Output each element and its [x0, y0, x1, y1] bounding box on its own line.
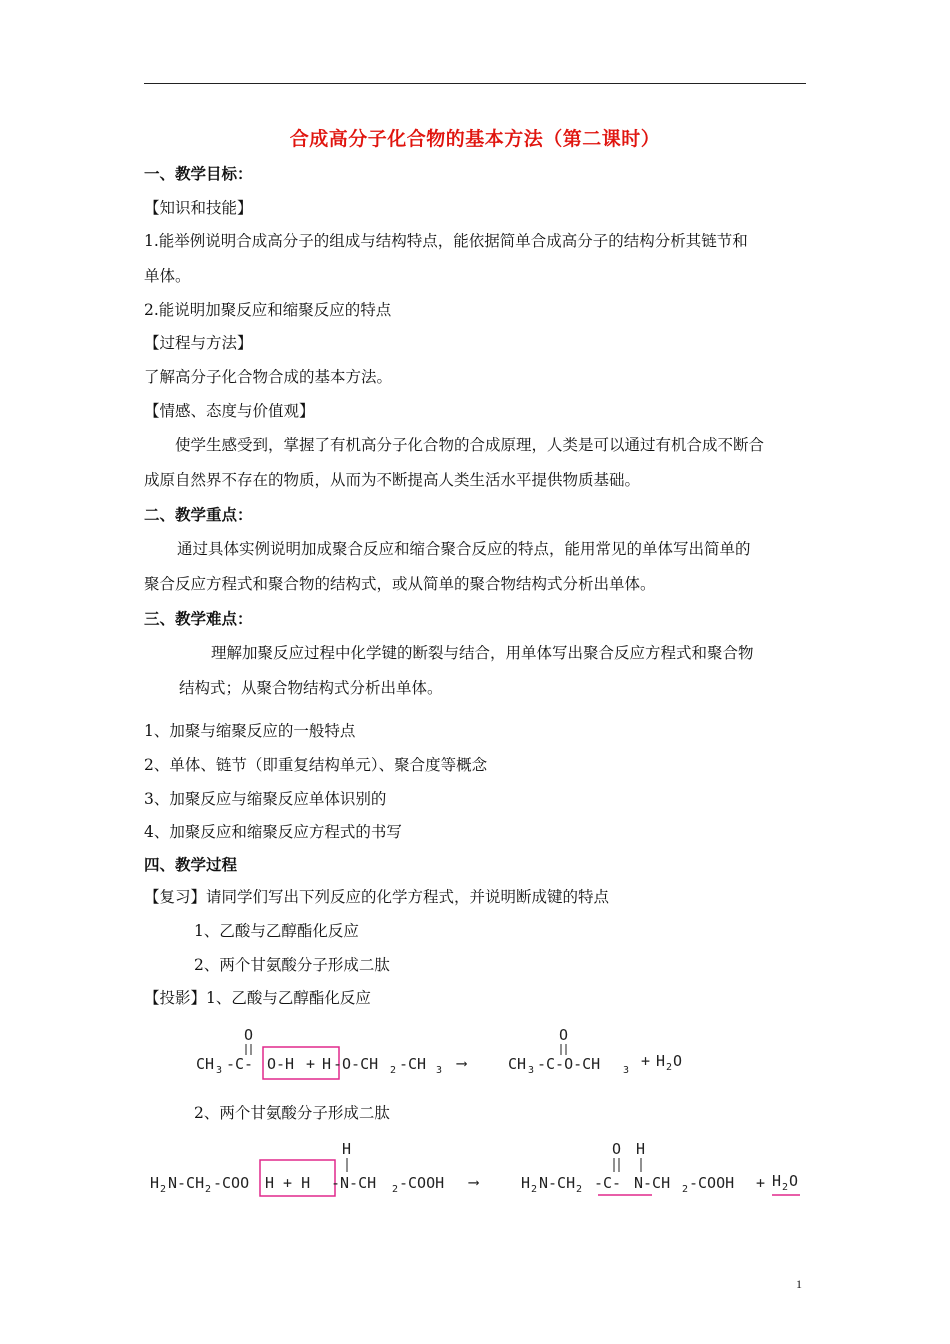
eq2-water-o: O [789, 1172, 799, 1190]
section-difficulty-heading: 三、教学难点： [144, 609, 253, 628]
eq2-water-h: H [772, 1172, 782, 1190]
eq2-water-sub: 2 [782, 1182, 789, 1193]
eq1-product-plus: + [641, 1052, 651, 1070]
eq1-ch3: CH [196, 1055, 215, 1073]
page-number: 1 [796, 1277, 802, 1291]
knowledge-item-2: 2.能说明加聚反应和缩聚反应的特点 [144, 301, 392, 319]
eq2-product-c: -C- [594, 1174, 622, 1192]
eq1-plus: + [306, 1055, 316, 1073]
eq2-ch2b-sub: 2 [392, 1184, 399, 1195]
eq2-h2n: H [150, 1174, 160, 1192]
point-1: 1、加聚与缩聚反应的一般特点 [144, 722, 356, 740]
eq1-product-ch3-sub: 3 [528, 1065, 535, 1076]
eq1-water-h: H [656, 1052, 666, 1070]
projection-line: 【投影】1、乙酸与乙醇酯化反应 [144, 989, 371, 1007]
section-goals-heading: 一、教学目标： [144, 164, 253, 183]
eq2-product-ch2-sub: 2 [576, 1184, 583, 1195]
eq2-n-ch2: N-CH [168, 1174, 205, 1192]
point-4: 4、加聚反应和缩聚反应方程式的书写 [144, 823, 402, 841]
eq1-product-mid: -C-O-CH [537, 1055, 601, 1073]
eq1-ch3-sub: 3 [216, 1065, 223, 1076]
key-text-b: 聚合反应方程式和聚合物的结构式，或从简单的聚合物结构式分析出单体。 [144, 575, 656, 593]
eq2-product-o-top: O [612, 1140, 622, 1158]
eq1-ch3-end-sub: 3 [436, 1065, 443, 1076]
eq2-n-ch2b: -N-CH [331, 1174, 377, 1192]
section-process-heading: 四、教学过程 [144, 855, 238, 874]
knowledge-item-1b: 单体。 [144, 267, 191, 285]
review-line: 【复习】请同学们写出下列反应的化学方程式，并说明断成键的特点 [144, 888, 610, 906]
eq1-arrow: ⟶ [457, 1054, 467, 1072]
eq2-ch2-sub: 2 [205, 1184, 212, 1195]
eq2-h2n-sub: 2 [160, 1184, 167, 1195]
eq1-ch2-sub: 2 [390, 1065, 397, 1076]
point-3: 3、加聚反应与缩聚反应单体识别的 [144, 790, 387, 808]
emotion-heading: 【情感、态度与价值观】 [144, 402, 315, 420]
eq1-oxygen-top: O [244, 1026, 254, 1044]
emotion-text-a: 使学生感受到，掌握了有机高分子化合物的合成原理，人类是可以通过有机合成不断合 [175, 436, 765, 454]
eq1-o-ch2: -O-CH [333, 1055, 379, 1073]
eq2-arrow: ⟶ [469, 1173, 479, 1191]
eq1-water-sub: 2 [666, 1062, 673, 1073]
eq2-boxed: H + H [265, 1174, 311, 1192]
eq2-product-ch2b-sub: 2 [682, 1184, 689, 1195]
eq2-product-plus: + [756, 1174, 766, 1192]
eq2-h-top: H [342, 1140, 352, 1158]
review-item-1: 1、乙酸与乙醇酯化反应 [194, 922, 359, 940]
difficulty-text-a: 理解加聚反应过程中化学键的断裂与结合，用单体写出聚合反应方程式和聚合物 [211, 644, 754, 662]
page-title: 合成高分子化合物的基本方法（第二课时） [289, 128, 661, 150]
knowledge-item-1a: 1.能举例说明合成高分子的组成与结构特点，能依据简单合成高分子的结构分析其链节和 [144, 232, 748, 250]
eq1-carbonyl-c: -C- [226, 1055, 254, 1073]
eq2-cooh: -COOH [399, 1174, 445, 1192]
eq1-product-end-sub: 3 [623, 1065, 630, 1076]
eq1-h: H [322, 1055, 332, 1073]
eq2-product-h-top: H [636, 1140, 646, 1158]
eq1-boxed-oh: O-H [267, 1055, 295, 1073]
projection-item-2: 2、两个甘氨酸分子形成二肽 [194, 1104, 390, 1122]
eq1-product-oxygen-top: O [559, 1026, 569, 1044]
eq2-product-h2n: H [521, 1174, 531, 1192]
eq1-ch3-end: -CH [399, 1055, 427, 1073]
review-item-2: 2、两个甘氨酸分子形成二肽 [194, 956, 390, 974]
section-key-heading: 二、教学重点： [144, 505, 253, 524]
process-text: 了解高分子化合物合成的基本方法。 [144, 368, 393, 386]
eq2-product-n: N-CH [634, 1174, 671, 1192]
point-2: 2、单体、链节（即重复结构单元）、聚合度等概念 [144, 756, 488, 774]
knowledge-heading: 【知识和技能】 [144, 199, 253, 217]
eq2-coo: -COO [213, 1174, 250, 1192]
eq2-product-h2n-sub: 2 [531, 1184, 538, 1195]
difficulty-text-b: 结构式；从聚合物结构式分析出单体。 [179, 679, 443, 697]
eq2-product-cooh: -COOH [689, 1174, 735, 1192]
eq1-water-o: O [673, 1052, 683, 1070]
eq2-product-n-ch2: N-CH [539, 1174, 576, 1192]
process-heading: 【过程与方法】 [144, 334, 253, 352]
emotion-text-b: 成原自然界不存在的物质，从而为不断提高人类生活水平提供物质基础。 [144, 471, 641, 489]
eq1-product-ch3: CH [508, 1055, 527, 1073]
key-text-a: 通过具体实例说明加成聚合反应和缩合聚合反应的特点，能用常见的单体写出简单的 [177, 540, 751, 558]
